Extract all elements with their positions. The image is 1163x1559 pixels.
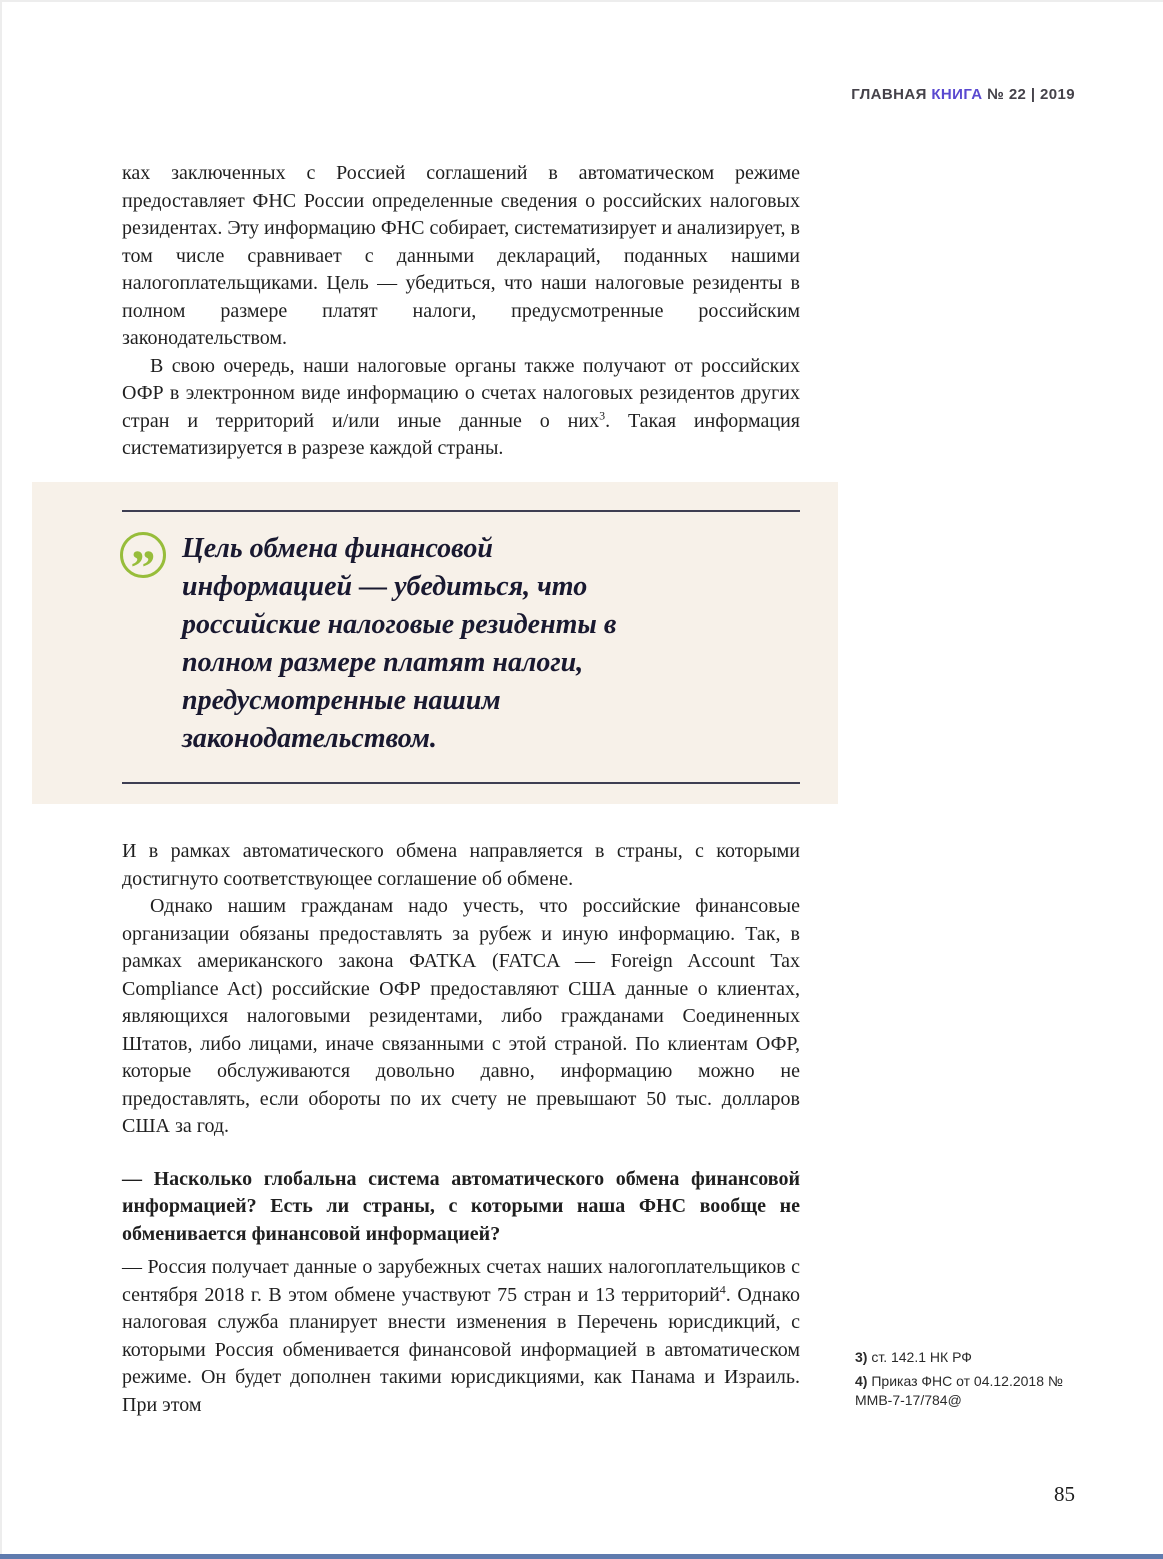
paragraph-text: . Однако налоговая служба планирует внести изменения в Перечень юрисдикций, с которыми Россия обменивается финансовой информацией в автоматическом режиме. Он будет дополнен такими юрисдикциями, как Панама и Израиль. При этом bbox=[122, 1283, 801, 1416]
paragraph: ках заключенных с Россией соглашений в автоматическом режиме предоставляет ФНС России определенные сведения о российских налоговых резидентах. Эту информацию ФНС собирает, систематизирует и анализирует, в том числе сравнивает с данными деклараций, поданных нашими налогоплательщиками. Цель — убедиться, что наши налоговые резиденты в полном размере платят налоги, предусмотренные российским законодательством. bbox=[122, 162, 800, 349]
paragraph-text: В свою очередь, наши налоговые органы также получают от российских ОФР в электронном виде информацию о счетах налоговых резидентов других стран и территорий и/или иные данные о них bbox=[122, 354, 800, 432]
footnote-ref-3: 3 bbox=[599, 407, 606, 422]
bottom-accent-bar bbox=[0, 1554, 1163, 1559]
divider bbox=[122, 510, 800, 512]
page-header bbox=[851, 86, 1075, 103]
pullquote-row bbox=[120, 530, 810, 758]
body-text-top bbox=[122, 160, 800, 463]
paragraph: И в рамках автоматического обмена направляется в страны, с которыми достигнуто соответствующее соглашение об обмене. bbox=[122, 840, 800, 890]
footnote-4 bbox=[855, 1372, 1065, 1410]
paragraph-text: — Россия получает данные о зарубежных счетах наших налогоплательщиков с сентября 2018 г. В этом обмене участвуют 75 стран и 13 территорий bbox=[122, 1256, 800, 1306]
footnote-marker: 4) bbox=[855, 1373, 868, 1389]
footnote-marker: 3) bbox=[855, 1349, 868, 1365]
footnotes bbox=[855, 1348, 1065, 1415]
quote-icon bbox=[120, 532, 166, 578]
footnote-ref-4: 4 bbox=[719, 1281, 726, 1296]
issue-number: № 22 | 2019 bbox=[987, 86, 1075, 103]
interview-question: — Насколько глобальна система автоматического обмена финансовой информацией? Есть ли страны, с которыми наша ФНС вообще не обменивается финансовой информацией? bbox=[122, 1167, 800, 1245]
footnote-text: Приказ ФНС от 04.12.2018 № ММВ-7-17/784@ bbox=[855, 1373, 1063, 1408]
pullquote-text: Цель обмена финансовой информацией — убедиться, что российские налоговые резиденты в полном размере платят налоги, предусмотренные нашим законодательством. bbox=[182, 533, 617, 754]
footnote-text: ст. 142.1 НК РФ bbox=[871, 1349, 972, 1365]
page-number: 85 bbox=[1054, 1482, 1075, 1506]
paragraph: Однако нашим гражданам надо учесть, что российские финансовые организации обязаны предоставлять за рубеж и иную информацию. Так, в рамках американского закона ФАТКА (FATCA — Foreign Account Tax Compliance Act) российские ОФР предоставляют США данные о клиентах, являющихся налоговыми резидентами, либо гражданами Соединенных Штатов, либо лицами, иначе связанными с этой страной. По клиентам ОФР, которые обслуживаются довольно давно, информацию можно не предоставлять, если обороты по их счету не превышают 50 тыс. долларов США за год. bbox=[122, 895, 800, 1137]
body-text-bottom bbox=[122, 838, 800, 1419]
paragraph-text: . Такая информация систематизируется в разрезе каждой страны. bbox=[122, 409, 800, 459]
pullquote-box bbox=[32, 482, 838, 804]
divider bbox=[122, 782, 800, 784]
paragraph bbox=[122, 353, 800, 463]
footnote-3 bbox=[855, 1348, 1065, 1367]
brand-glavnaya: ГЛАВНАЯ bbox=[851, 86, 927, 103]
interview-answer bbox=[122, 1254, 800, 1419]
quote-glyph: ” bbox=[130, 539, 156, 578]
brand-kniga: КНИГА bbox=[931, 86, 983, 103]
